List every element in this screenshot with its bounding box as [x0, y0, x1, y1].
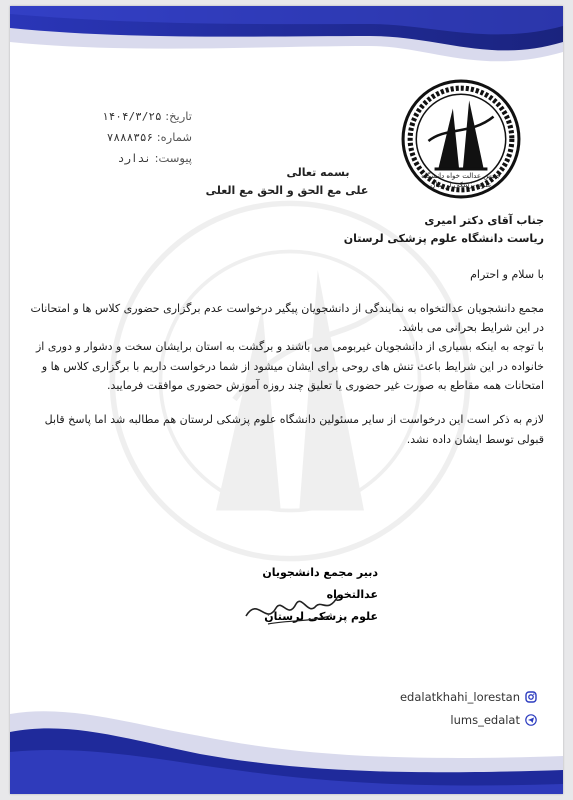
greeting: با سلام و احترام	[470, 268, 544, 281]
logo-caption-line1: جنبش عدالت خواه دانشگاه	[421, 172, 501, 180]
number-value: ۷۸۸۸۳۵۶	[106, 131, 154, 144]
basmala: بسمه تعالی	[286, 166, 350, 179]
instagram-icon	[525, 691, 537, 703]
date-label: تاریخ:	[165, 109, 192, 123]
instagram-handle[interactable]: edalatkhahi_lorestan	[399, 690, 520, 704]
telegram-contact[interactable]	[450, 713, 537, 727]
logo-caption	[388, 172, 534, 190]
recipient-title: ریاست دانشگاه علوم پزشکی لرستان	[343, 232, 544, 245]
top-wave-band	[10, 6, 563, 86]
signer-title: دبیر مجمع دانشجویان عدالتخواه	[262, 566, 378, 601]
letter-page	[10, 6, 563, 794]
attachment-row	[62, 148, 192, 169]
number-row	[62, 127, 192, 148]
date-value: ۱۴۰۴/۳/۲۵	[101, 110, 162, 123]
attachment-value: ندارد	[117, 152, 151, 165]
recipient-block	[44, 212, 544, 248]
telegram-handle[interactable]: lums_edalat	[450, 713, 520, 727]
date-row	[62, 106, 192, 127]
letter-meta	[62, 106, 192, 169]
telegram-icon	[525, 714, 537, 726]
closing-paragraph: لازم به ذکر است این درخواست از سایر مسئولین دانشگاه علوم پزشکی لرستان هم مطالبه شد اما پاسخ قابل قبولی توسط ایشان داده نشد.	[44, 413, 544, 446]
signer-org: علوم پزشکی لرستان	[264, 610, 378, 623]
body-paragraph-2: با توجه به اینکه بسیاری از دانشجویان غیربومی می باشند و برگشت به استان برایشان سخت و دشوار و دوری از خانواده در این شرایط باعث تنش های روحی برای ایشان میشود از شما درخواست داریم با برگزاری کلاس ها و امتحانات همه مقاطع به صورت غیر حضوری یا تعلیق چند روزه آموزش حضوری موافقت فرمایید.	[36, 340, 544, 392]
handwritten-signature	[238, 586, 348, 634]
attachment-label: پیوست:	[154, 151, 192, 165]
logo-caption-line2: علوم پزشکی لرستان	[430, 181, 492, 189]
recipient-name: جناب آقای دکتر امیری	[424, 214, 544, 227]
number-label: شماره:	[156, 130, 192, 144]
motto: علی مع الحق و الحق مع العلی	[205, 184, 369, 197]
letter-body	[24, 299, 544, 395]
body-paragraph-1: مجمع دانشجویان عدالتخواه به نمایندگی از دانشجویان پیگیر درخواست عدم برگزاری حضوری کلاس ها و امتحانات در این شرایط بحرانی می باشد.	[30, 302, 544, 335]
instagram-contact[interactable]	[400, 690, 537, 704]
